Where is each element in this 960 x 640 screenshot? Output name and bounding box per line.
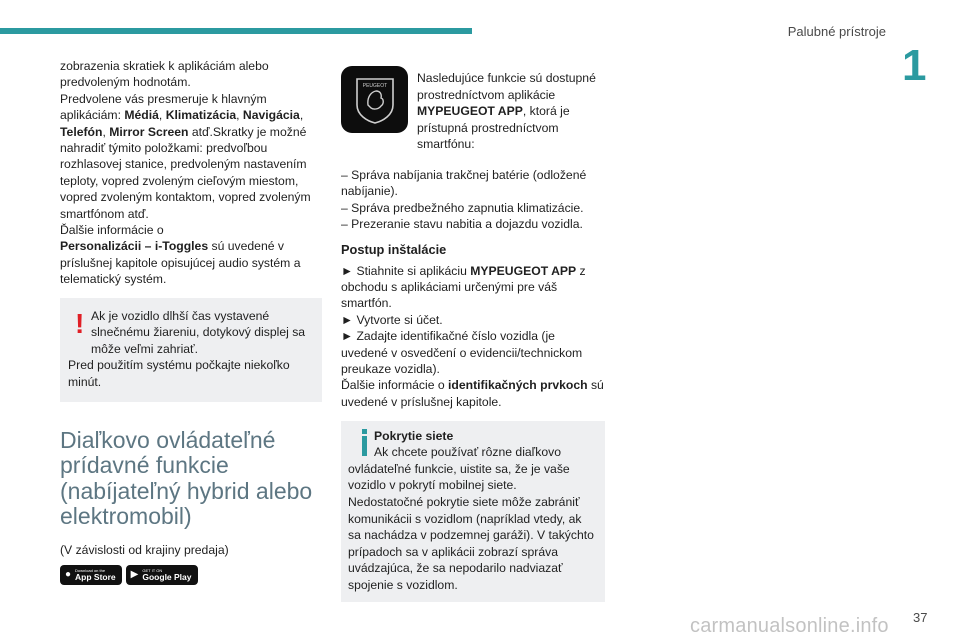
info-rest: ovládateľné funkcie, uistite sa, že je vaše vozidlo v pokrytí mobilnej siete. bbox=[348, 461, 570, 493]
install-step-1-a: ► Stiahnite si aplikáciu bbox=[341, 263, 471, 278]
intro-bold-term: Médiá bbox=[124, 108, 159, 123]
intro-text-run: , bbox=[102, 124, 110, 139]
warning-icon: ! bbox=[75, 307, 85, 339]
app-intro-a: Nasledujúce funkcie sú dostupné prostredníctvom aplikácie bbox=[417, 71, 596, 102]
install-step-2: ► Vytvorte si účet. bbox=[341, 312, 443, 327]
intro-bold-term: Klimatizácia bbox=[165, 108, 237, 123]
intro-bold-term: Personalizácii – i-Toggles bbox=[60, 239, 209, 254]
warning-line-2: Pred použitím systému počkajte niekoľko minút. bbox=[68, 358, 290, 390]
google-play-label: Google Play bbox=[142, 571, 192, 582]
intro-bold-term: Mirror Screen bbox=[109, 124, 189, 139]
chapter-title: Palubné prístroje bbox=[787, 24, 886, 39]
apple-icon: ● bbox=[65, 569, 72, 581]
intro-text-run: atď. bbox=[188, 124, 213, 139]
app-store-badge[interactable] bbox=[60, 565, 122, 585]
app-store-label: App Store bbox=[75, 571, 116, 582]
intro-text-run: Skratky je možné nahradiť týmito položkami: predvoľbou rozhlasovej stanice, predvoleným nastavením teploty, vopred zvoleným cieľovým miestom, vopred zvoleným kontaktom, vopred zvoleným smartfónom atď. bbox=[60, 124, 311, 221]
app-intro-b: , ktorá je prístupná prostredníctvom smartfónu: bbox=[417, 104, 570, 152]
feature-item: – Správa nabíjania trakčnej batérie (odložené nabíjanie). bbox=[341, 167, 587, 199]
intro-text-run: , bbox=[299, 108, 304, 123]
info-text bbox=[348, 444, 595, 593]
header-accent-bar bbox=[0, 28, 472, 34]
peugeot-lion-icon bbox=[353, 75, 397, 125]
intro-text-run: Predvolene vás presmeruje k hlavným aplikáciám: bbox=[60, 91, 267, 123]
info-box bbox=[341, 421, 605, 601]
app-name: MYPEUGEOT APP bbox=[417, 104, 523, 119]
info-paragraph-2: Nedostatočné pokrytie siete môže zabrániť komunikácii s vozidlom (napríklad vtedy, ak sa nachádza v podzemnej garáži). V takýchto prípadoch sa v aplikácii zobrazí správa uvádzajúca, že sa nepodarilo nadviazať spojenie s vozidlom. bbox=[348, 495, 594, 592]
warning-line-1: Ak je vozidlo dlhší čas vystavené slnečnému žiareniu, dotykový displej sa môže veľmi zahriať. bbox=[91, 308, 306, 356]
intro-text bbox=[60, 58, 322, 288]
info-title: Pokrytie siete bbox=[374, 429, 454, 444]
install-step-1-app: MYPEUGEOT APP bbox=[470, 263, 577, 278]
install-more-info bbox=[341, 377, 605, 410]
intro-text-run: zobrazenia skratiek k aplikáciám alebo predvoleným hodnotám. bbox=[60, 59, 269, 90]
section-heading: Diaľkovo ovládateľné prídavné funkcie (nabíjateľný hybrid alebo elektromobil) bbox=[60, 426, 313, 530]
play-icon: ▶ bbox=[130, 569, 139, 581]
warning-box bbox=[60, 298, 322, 402]
right-column bbox=[341, 66, 605, 602]
chapter-number: 1 bbox=[902, 41, 927, 90]
intro-bold-term: Telefón bbox=[60, 124, 103, 139]
install-step-1 bbox=[341, 263, 605, 312]
install-step-1-c: z obchodu s aplikáciami určenými pre váš smartfón. bbox=[341, 263, 586, 311]
install-heading: Postup inštalácie bbox=[341, 241, 447, 257]
feature-list bbox=[341, 167, 605, 233]
install-more-b: identifikačných prvkoch bbox=[448, 378, 588, 393]
info-icon bbox=[353, 429, 375, 456]
store-badges bbox=[60, 565, 322, 585]
install-more-a: Ďalšie informácie o bbox=[341, 378, 449, 393]
availability-note: (V závislosti od krajiny predaja) bbox=[60, 542, 229, 557]
app-intro bbox=[341, 66, 605, 153]
google-play-small-text: GET IT ON bbox=[142, 567, 163, 573]
install-more-c: sú uvedené v príslušnej kapitole. bbox=[341, 378, 604, 409]
left-column bbox=[60, 58, 322, 585]
mypeugeot-app-icon bbox=[341, 66, 408, 133]
intro-text-run: , bbox=[158, 108, 166, 123]
google-play-badge[interactable] bbox=[126, 565, 198, 585]
intro-text-run: Ďalšie informácie o bbox=[60, 223, 164, 238]
page-number: 37 bbox=[913, 610, 928, 625]
watermark: carmanualsonline.info bbox=[690, 615, 889, 637]
app-store-small-text: Download on the bbox=[75, 567, 106, 573]
feature-item: – Správa predbežného zapnutia klimatizácie. bbox=[341, 200, 584, 215]
install-steps bbox=[341, 263, 605, 411]
install-step-3: ► Zadajte identifikačné číslo vozidla (je uvedené v osvedčení o evidencii/technickom preukaze vozidla). bbox=[341, 329, 583, 377]
app-description bbox=[417, 66, 605, 153]
app-logo-text: PEUGEOT bbox=[362, 82, 387, 89]
warning-text bbox=[68, 308, 312, 391]
intro-text-run: , bbox=[236, 108, 243, 123]
info-first-line: Ak chcete používať rôzne diaľkovo bbox=[374, 445, 561, 460]
intro-text-run: sú uvedené v príslušnej kapitole opisujúcej audio systém a telematický systém. bbox=[60, 239, 301, 287]
feature-item: – Prezeranie stavu nabitia a dojazdu vozidla. bbox=[341, 217, 583, 232]
intro-bold-term: Navigácia bbox=[242, 108, 300, 123]
